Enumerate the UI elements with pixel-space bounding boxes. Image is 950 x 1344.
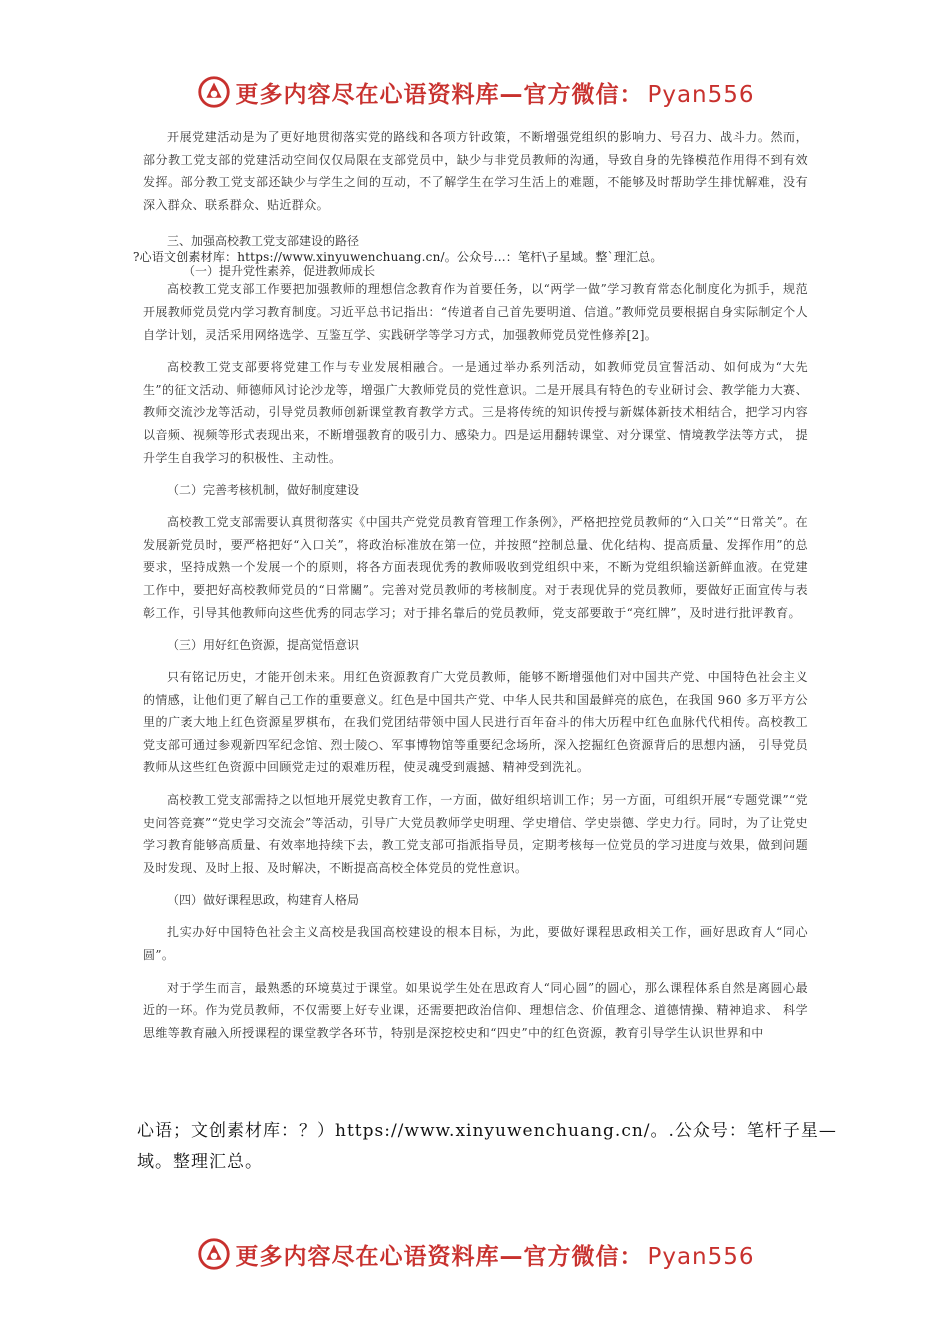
subsection-heading: （二）完善考核机制，做好制度建设 <box>167 483 360 498</box>
logo-icon <box>195 1235 233 1273</box>
subsection-heading: （一）提升党性素养，促进教师成长 <box>183 264 376 278</box>
paragraph: 对于学生而言，最熟悉的环境莫过于课堂。如果说学生处在思政育人“同心圆”的圆心，那么课程体系自然是离圆心最近的一环。作为党员教师，不仅需要上好专业课，还需要把政治信仰、理想信念、价值理念、道德情操、精神追求、 科学思维等教育融入所授课程的课堂教学各环节，特别是深挖校史和“四史”中的红色资源，教育引导学生认识世界和中 <box>143 980 808 1040</box>
inline-watermark: ?心语文创素材库：https://www.xinyuwenchuang.cn/。公众号…：笔杆\子星域。整`理汇总。 <box>133 250 663 264</box>
footer-watermark: 心语；文创素材库：？）https://www.xinyuwenchuang.cn/。.公众号：笔杆子星—域。整理汇总。 <box>137 1121 837 1172</box>
logo-icon <box>195 73 233 111</box>
paragraph: 高校教工党支部需持之以恒地开展党史教育工作，一方面，做好组织培训工作；另一方面，可组织开展“专题党课”“党史问答竞赛”“党史学习交流会”等活动，引导广大党员教师学史明理、学史增信、学史崇德、学史力行。同时，为了让党史学习教育能够高质量、有效率地持续下去，教工党支部可指派指导员，定期考核每一位党员的学习进度与效果，做到问题及时发现、及时上报、及时解决，不断提高高校全体党员的党性意识。 <box>143 793 808 875</box>
footer-watermark-banner <box>0 1234 950 1274</box>
banner-text: 更多内容尽在心语资料库—官方微信： Pyan556 <box>235 1243 755 1270</box>
paragraph: 扎实办好中国特色社会主义高校是我国高校建设的根本目标，为此，要做好课程思政相关工作，画好思政育人“同心圆”。 <box>143 925 808 963</box>
paragraph: 开展党建活动是为了更好地贯彻落实党的路线和各项方针政策，不断增强党组织的影响力、号召力、战斗力。然而，部分教工党支部的党建活动空间仅仅局限在支部党员中，缺少与非党员教师的沟通，导致自身的先锋模范作用得不到有效发挥。部分教工党支部还缺少与学生之间的互动，不了解学生在学习生活上的难题，不能够及时帮助学生排忧解难，没有深入群众、联系群众、贴近群众。 <box>143 130 808 212</box>
header-watermark-banner <box>0 72 950 112</box>
banner-text: 更多内容尽在心语资料库—官方微信： Pyan556 <box>235 81 755 108</box>
paragraph: 高校教工党支部要将党建工作与专业发展相融合。一是通过举办系列活动，如教师党员宣誓活动、如何成为“大先生”的征文活动、师德师风讨论沙龙等，增强广大教师党员的党性意识。二是开展具有特色的专业研讨会、教学能力大赛、教师交流沙龙等活动，引导党员教师创新课堂教育教学方式。三是将传统的知识传授与新媒体新技术相结合，把学习内容以音频、视频等形式表现出来，不断增强教育的吸引力、感染力。四是运用翻转课堂、对分课堂、情境教学法等方式， 提升学生自我学习的积极性、主动性。 <box>143 360 808 465</box>
paragraph: 高校教工党支部需要认真贯彻落实《中国共产党党员教育管理工作条例》，严格把控党员教师的“入口关”“日常关”。在发展新党员时，要严格把好“入口关”，将政治标准放在第一位，并按照“控制总量、优化结构、提高质量、发挥作用”的总要求，坚持成熟一个发展一个的原则，将各方面表现优秀的教师吸收到党组织中来，不断为党组织输送新鲜血液。在党建工作中，要把好高校教师党员的“日常關”。完善对党员教师的考核制度。对于表现优异的党员教师，要做好正面宣传与表彰工作，引导其他教师向这些优秀的同志学习；对于排名靠后的党员教师，党支部要敢于“亮红牌”，及时进行批评教育。 <box>143 515 808 620</box>
paragraph: 只有铭记历史，才能开创未来。用红色资源教育广大党员教师，能够不断增强他们对中国共产党、中国特色社会主义的情感，让他们更了解自己工作的重要意义。红色是中国共产党、中华人民共和国最鲜亮的底色，在我国 960 多万平方公里的广袤大地上红色资源星罗棋布，在我们党团结带领中国人民进行百年奋斗的伟大历程中红色血脉代代相传。高校教工党支部可通过参观新四军纪念馆、烈士陵○、军事博物馆等重要纪念场所，深入挖掘红色资源背后的思想内涵， 引导党员教师从这些红色资源中回顾党走过的艰难历程，使灵魂受到震撼、精神受到洗礼。 <box>143 670 808 775</box>
section-heading: 三、加强高校教工党支部建设的路径 <box>167 234 360 249</box>
paragraph: 高校教工党支部工作要把加强教师的理想信念教育作为首要任务，以“两学一做”学习教育常态化制度化为抓手，规范开展教师党员党内学习教育制度。习近平总书记指出：“传道者自己首先要明道、信道。”教师党员要根据自身实际制定个人自学计划，灵活采用网络选学、互鉴互学、实践研学等学习方式，加强教师党员党性修养[2]。 <box>143 282 808 342</box>
subsection-heading: （三）用好红色资源，提高觉悟意识 <box>167 638 360 653</box>
subsection-heading: （四）做好课程思政，构建育人格局 <box>167 893 360 908</box>
